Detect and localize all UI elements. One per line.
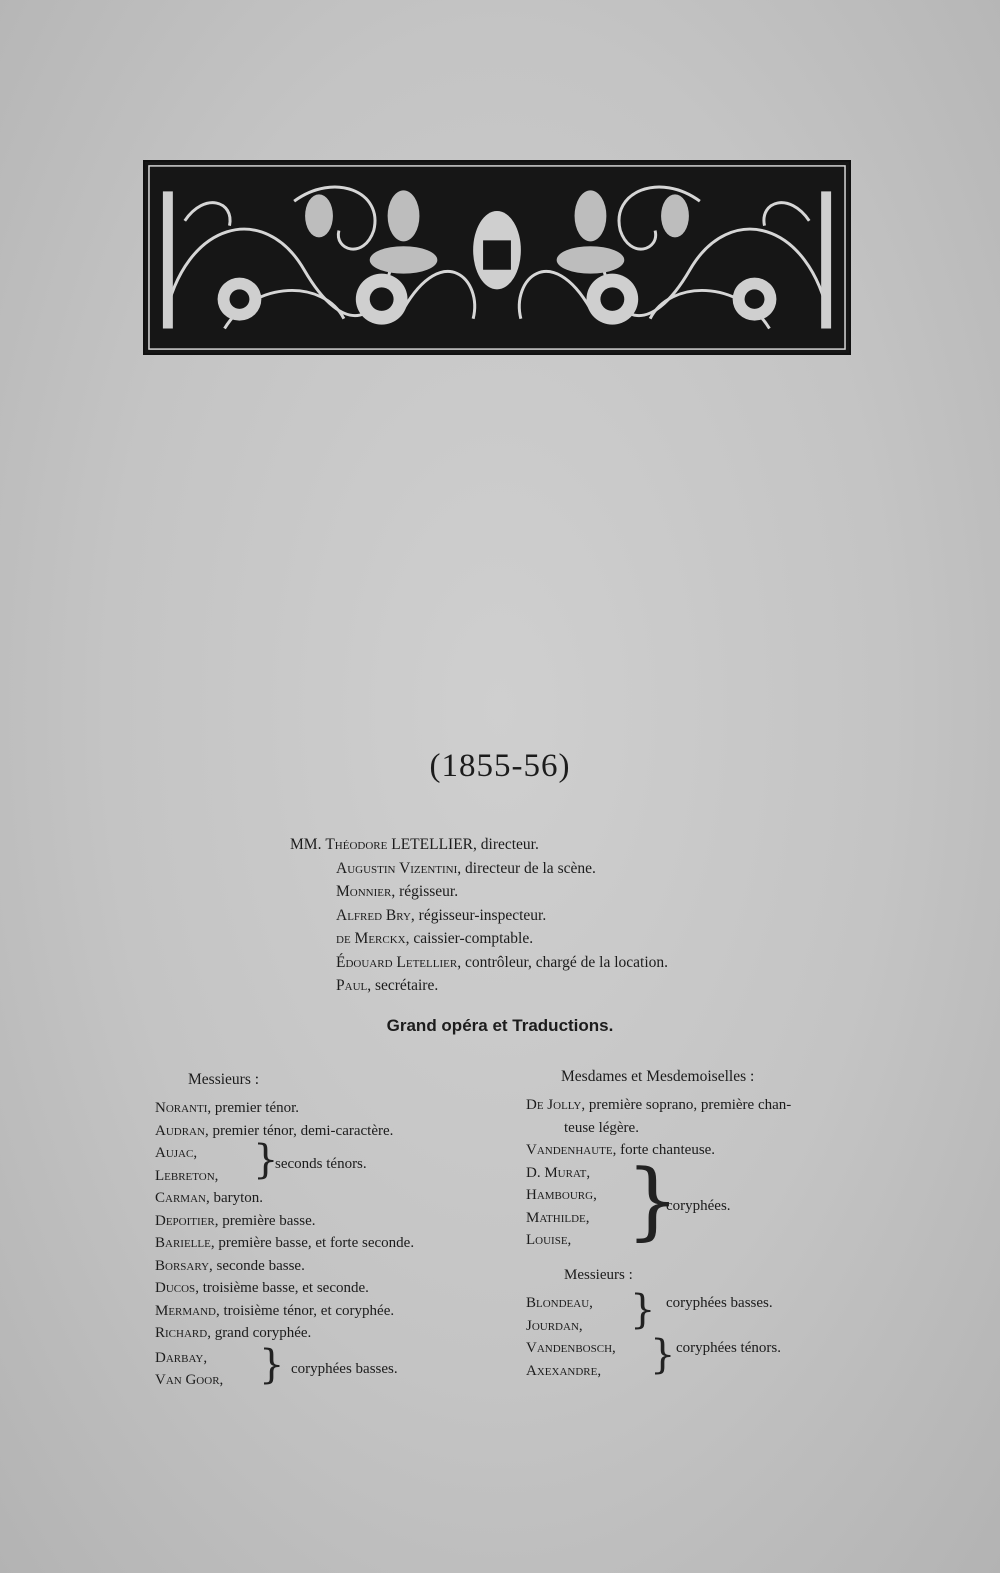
staff-name: Augustin Vizentini bbox=[336, 859, 458, 877]
cast-name: Lebreton, bbox=[155, 1167, 219, 1184]
cast-name: Carman bbox=[155, 1190, 206, 1206]
staff-role: , directeur de la scène. bbox=[457, 859, 596, 877]
left-column-list bbox=[155, 1097, 414, 1392]
brace-icon: } bbox=[626, 1150, 680, 1249]
cast-name: Mathilde, bbox=[526, 1209, 590, 1226]
group-label: coryphées basses. bbox=[291, 1360, 398, 1377]
cast-role: , première basse. bbox=[214, 1212, 316, 1229]
staff-list bbox=[290, 833, 668, 998]
cast-line bbox=[155, 1322, 414, 1345]
ornament-illustration bbox=[145, 162, 849, 353]
cast-line bbox=[155, 1232, 414, 1255]
cast-role: , premier ténor. bbox=[207, 1100, 300, 1116]
cast-name: Jourdan, bbox=[526, 1317, 583, 1334]
cast-line bbox=[155, 1300, 414, 1323]
staff-name: de Merckx bbox=[336, 930, 406, 947]
group-label: coryphées basses. bbox=[666, 1295, 773, 1311]
cast-name: Depoitier bbox=[155, 1212, 215, 1229]
brace-icon: } bbox=[259, 1341, 285, 1388]
cast-name: De Jolly bbox=[526, 1097, 582, 1113]
cast-name: Noranti bbox=[155, 1100, 208, 1116]
cast-role: , seconde basse. bbox=[209, 1257, 305, 1274]
cast-name: Axexandre, bbox=[526, 1362, 602, 1379]
cast-name: Borsary bbox=[155, 1257, 210, 1274]
group-label: coryphées ténors. bbox=[676, 1340, 781, 1356]
cast-role: , premier ténor, demi-caractère. bbox=[204, 1122, 394, 1139]
cast-line-continued: teuse légère. bbox=[564, 1119, 639, 1136]
cast-name: D. Murat, bbox=[526, 1164, 591, 1181]
cast-line bbox=[155, 1187, 414, 1210]
staff-line bbox=[290, 974, 668, 998]
cast-role: , grand coryphée. bbox=[207, 1325, 312, 1341]
staff-line bbox=[290, 880, 668, 904]
group-label: coryphées. bbox=[666, 1197, 731, 1214]
cast-name: Audran bbox=[155, 1122, 205, 1139]
staff-role: , contrôleur, chargé de la location. bbox=[457, 953, 669, 971]
section-title: Grand opéra et Traductions. bbox=[386, 1016, 614, 1035]
cast-name: Blondeau, bbox=[526, 1295, 593, 1311]
right-subheading: Messieurs : bbox=[564, 1266, 633, 1283]
cast-name: Aujac, bbox=[155, 1145, 198, 1161]
staff-line bbox=[290, 927, 668, 951]
cast-role: , forte chanteuse. bbox=[612, 1142, 716, 1158]
cast-name: Hambourg, bbox=[526, 1187, 597, 1203]
cast-group bbox=[526, 1332, 791, 1382]
cast-role: , troisième basse, et seconde. bbox=[195, 1280, 369, 1296]
cast-role: , troisième ténor, et coryphée. bbox=[216, 1302, 395, 1319]
cast-line bbox=[526, 1094, 791, 1117]
cast-name: Barielle bbox=[155, 1235, 211, 1251]
cast-name: Ducos bbox=[155, 1280, 196, 1296]
left-column-heading: Messieurs : bbox=[188, 1071, 260, 1088]
cast-name: Darbay, bbox=[155, 1349, 208, 1366]
right-column-heading: Mesdames et Mesdemoiselles : bbox=[561, 1068, 755, 1085]
staff-role: LETELLIER, directeur. bbox=[387, 836, 539, 853]
cast-role: , première soprano, première chan- bbox=[581, 1097, 792, 1113]
cast-role: , première basse, et forte seconde. bbox=[210, 1235, 415, 1251]
cast-line bbox=[155, 1277, 414, 1300]
right-column-list bbox=[526, 1094, 791, 1382]
season-heading: (1855-56) bbox=[429, 748, 571, 784]
staff-name: Théodore bbox=[325, 836, 388, 853]
staff-line bbox=[290, 857, 668, 881]
staff-role: , secrétaire. bbox=[367, 977, 439, 994]
cast-name: Richard bbox=[155, 1325, 208, 1341]
cast-group bbox=[526, 1287, 791, 1337]
cast-name: Louise, bbox=[526, 1232, 572, 1248]
staff-prefix: MM. bbox=[290, 836, 322, 853]
staff-name: Paul bbox=[336, 977, 368, 994]
staff-name: Édouard Letellier bbox=[336, 953, 458, 971]
ornamental-banner bbox=[143, 160, 851, 355]
staff-role: , régisseur-inspecteur. bbox=[410, 906, 547, 924]
cast-line bbox=[155, 1210, 414, 1233]
cast-name: Van Goor, bbox=[155, 1372, 224, 1388]
staff-line bbox=[290, 951, 668, 975]
cast-name: Vandenhaute bbox=[526, 1142, 613, 1158]
cast-group bbox=[155, 1137, 414, 1187]
staff-line bbox=[290, 904, 668, 928]
cast-line bbox=[155, 1097, 414, 1120]
cast-line bbox=[155, 1255, 414, 1278]
group-label: seconds ténors. bbox=[275, 1156, 367, 1172]
cast-name: Vandenbosch, bbox=[526, 1340, 616, 1356]
brace-icon: } bbox=[650, 1332, 676, 1378]
staff-role: , régisseur. bbox=[391, 883, 459, 900]
cast-name: Mermand bbox=[155, 1302, 217, 1319]
staff-name: Alfred Bry bbox=[336, 906, 411, 924]
cast-group bbox=[155, 1341, 414, 1392]
staff-name: Monnier bbox=[336, 883, 392, 900]
brace-icon: } bbox=[630, 1287, 656, 1333]
staff-line bbox=[290, 833, 668, 857]
cast-line bbox=[155, 1120, 414, 1143]
staff-role: , caissier-comptable. bbox=[405, 930, 534, 947]
brace-icon: } bbox=[253, 1137, 279, 1183]
cast-role: , baryton. bbox=[205, 1190, 264, 1206]
